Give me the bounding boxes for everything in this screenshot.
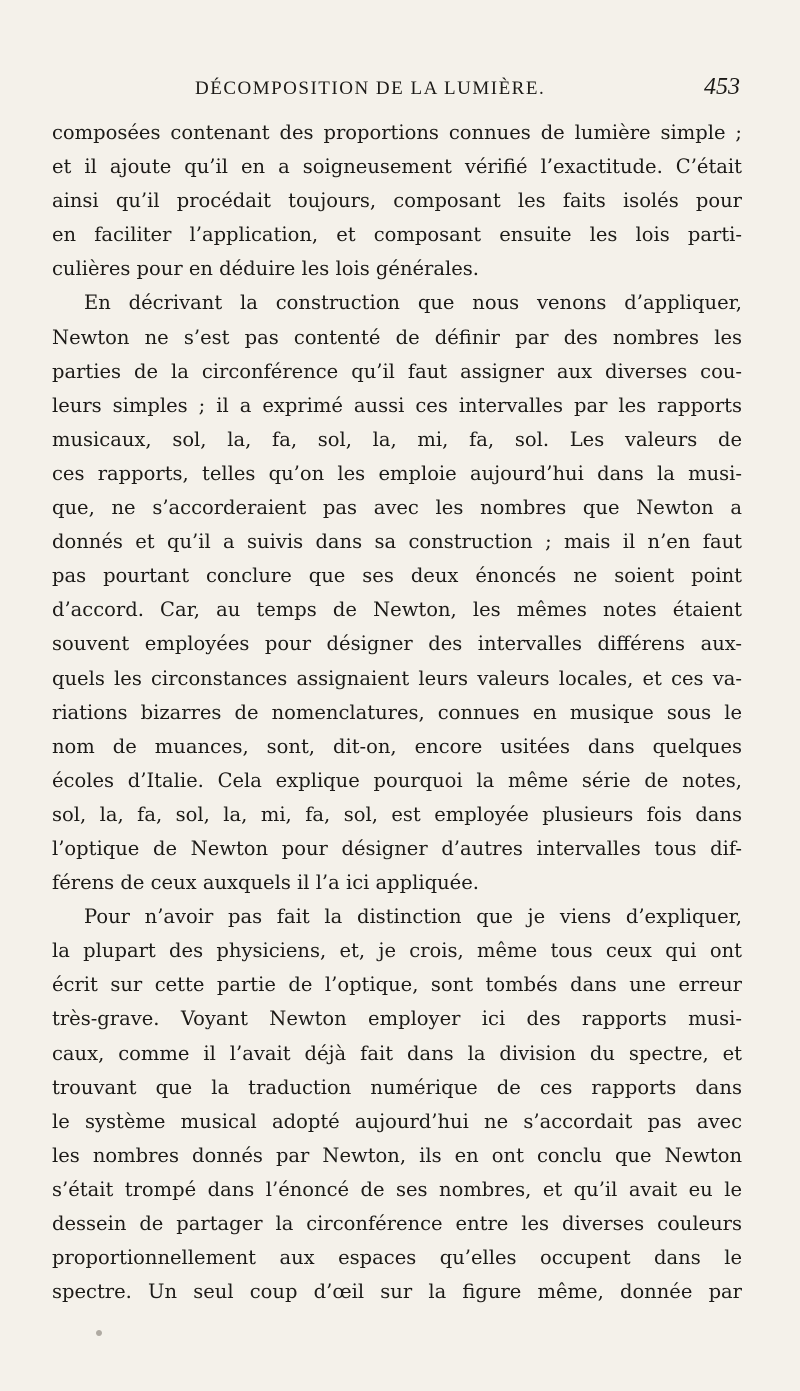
text-line: pas pourtant conclure que ses deux énoncés ne soient point: [52, 564, 742, 588]
text-line: sol, la, fa, sol, la, mi, fa, sol, est employée plusieurs fois dans: [52, 802, 742, 826]
text-line: quels les circonstances assignaient leurs valeurs locales, et ces va-: [52, 666, 742, 690]
text-line: riations bizarres de nomenclatures, connues en musique sous le: [52, 700, 742, 724]
text-line: que, ne s’accorderaient pas avec les nombres que Newton a: [52, 496, 742, 520]
text-line: musicaux, sol, la, fa, sol, la, mi, fa, sol. Les valeurs de: [52, 427, 742, 451]
text-line: trouvant que la traduction numérique de ces rapports dans: [52, 1075, 742, 1099]
text-line: composées contenant des proportions connues de lumière simple ;: [52, 121, 742, 144]
text-line: en faciliter l’application, et composant ensuite les lois parti-: [52, 223, 742, 247]
text-line: culières pour en déduire les lois générales.: [52, 257, 479, 281]
print-speck: [96, 1330, 102, 1336]
text-line: proportionnellement aux espaces qu’elles occupent dans le: [52, 1246, 742, 1270]
text-line: et il ajoute qu’il en a soigneusement vérifié l’exactitude. C’était: [52, 155, 742, 179]
text-line: l’optique de Newton pour désigner d’autres intervalles tous dif-: [52, 836, 742, 860]
text-line: spectre. Un seul coup d’œil sur la figure même, donnée par: [52, 1280, 742, 1304]
text-line: donnés et qu’il a suivis dans sa construction ; mais il n’en faut: [52, 530, 742, 554]
text-line: écrit sur cette partie de l’optique, sont tombés dans une erreur: [52, 973, 742, 997]
text-line: ces rapports, telles qu’on les emploie aujourd’hui dans la musi-: [52, 461, 742, 485]
text-line: le système musical adopté aujourd’hui ne s’accordait pas avec: [52, 1109, 742, 1133]
text-line: souvent employées pour désigner des intervalles différens aux-: [52, 632, 742, 656]
text-line: caux, comme il l’avait déjà fait dans la division du spectre, et: [52, 1041, 742, 1065]
text-line: d’accord. Car, au temps de Newton, les mêmes notes étaient: [52, 598, 742, 622]
text-line: parties de la circonférence qu’il faut assigner aux diverses cou-: [52, 359, 742, 383]
text-line: écoles d’Italie. Cela explique pourquoi la même série de notes,: [52, 768, 742, 792]
text-line: Newton ne s’est pas contenté de définir par des nombres les: [52, 325, 742, 349]
running-title: DÉCOMPOSITION DE LA LUMIÈRE.: [195, 78, 546, 99]
text-line: En décrivant la construction que nous venons d’appliquer,: [84, 291, 742, 315]
text-line: très-grave. Voyant Newton employer ici des rapports musi-: [52, 1007, 742, 1031]
text-line: leurs simples ; il a exprimé aussi ces intervalles par les rapports: [52, 393, 742, 417]
text-line: nom de muances, sont, dit-on, encore usitées dans quelques: [52, 734, 742, 758]
text-line: dessein de partager la circonférence entre les diverses couleurs: [52, 1212, 742, 1235]
text-line: férens de ceux auxquels il l’a ici appliquée.: [52, 871, 479, 895]
body-text: [52, 116, 742, 1309]
text-line: la plupart des physiciens, et, je crois, même tous ceux qui ont: [52, 939, 742, 963]
text-line: Pour n’avoir pas fait la distinction que je viens d’expliquer,: [84, 905, 742, 929]
text-line: s’était trompé dans l’énoncé de ses nombres, et qu’il avait eu le: [52, 1177, 742, 1201]
page-number: 453: [704, 74, 740, 100]
text-line: les nombres donnés par Newton, ils en ont conclu que Newton: [52, 1143, 742, 1167]
text-line: ainsi qu’il procédait toujours, composant les faits isolés pour: [52, 189, 742, 213]
running-head: [60, 74, 740, 108]
